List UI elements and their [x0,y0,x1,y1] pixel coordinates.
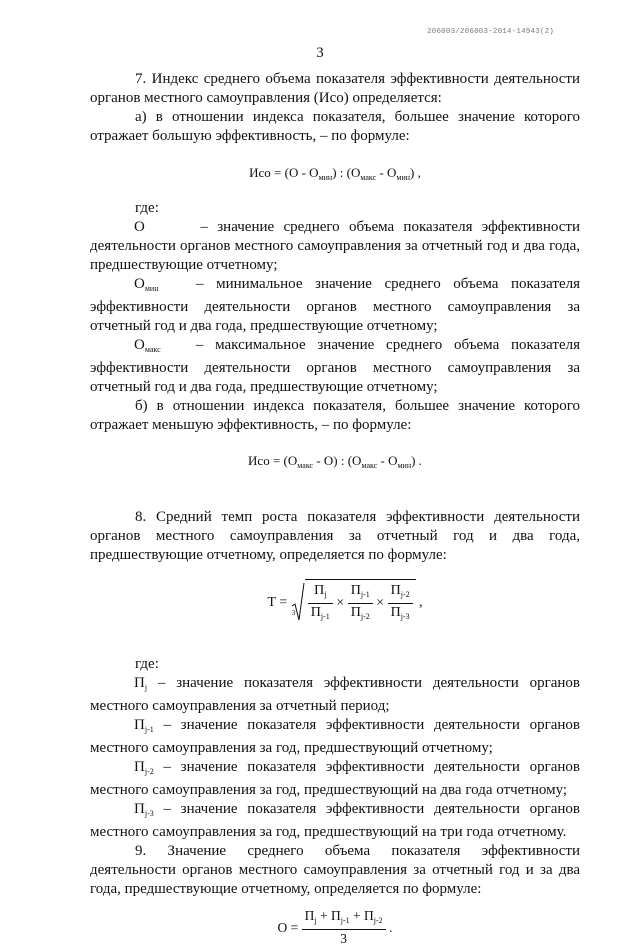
fraction-average: $\frac{П_j + П_{j-1} + П_{j-2}}{3}$ [302,907,386,947]
document-body [90,70,580,947]
section-7-intro: 7. Индекс среднего объема показателя эффективности деятельности органов местного самоуправления (Исо) определяется: [90,71,580,106]
section-7-item-b: б) в отношении индекса показателя, большее значение которого отражает меньшую эффективность, – по формуле: [90,398,580,433]
where-label: где: [135,200,159,216]
fraction-2: $\frac{П_{j-1}}{П_{j-2}}$ [348,582,373,625]
cube-root: 3 $\frac{П_j}{П_{j-1}}$ × $\frac{П_{j-1}}{П_{j-2}}$ × $\frac{П_{j-2}}{П_{j-3}}$ [291,579,416,625]
page-number: 3 [316,45,324,61]
formula-iso-b: Исо = $(О_{макс} - О)$ : $(О_{макс} - О_{мин})$ . [248,453,422,470]
definition-p-j2: $П_{j-2}$ – значение показателя эффективности деятельности органов местного самоуправления за год, предшествующий на два года отчетному; [90,759,581,798]
definition-p-j3: $П_{j-3}$ – значение показателя эффективности деятельности органов местного самоуправления за год, предшествующий на три года отчетному. [90,801,581,840]
definition-p-j1: $П_{j-1}$ – значение показателя эффективности деятельности органов местного самоуправления за год, предшествующий отчетному; [90,717,581,756]
fraction-1: $\frac{П_j}{П_{j-1}}$ [308,582,333,625]
radical-sign-icon: 3 [291,582,305,622]
document-code: 206003/206003-2014-14943(2) [427,28,554,36]
fraction-3: $\frac{П_{j-2}}{П_{j-3}}$ [388,582,413,625]
section-9-intro: 9. Значение среднего объема показателя эффективности деятельности органов местного самоуправления за отчетный год и за два года, предшествующие отчетному, определяется по формуле: [90,843,580,897]
definition-o-min: $О_{мин}$ – минимальное значение среднего объема показателя эффективности деятельности органов местного самоуправления за отчетный год и два года, предшествующие отчетному; [90,276,581,334]
where-label-2: где: [135,656,159,672]
definition-o-max: $О_{макс}$ – максимальное значение среднего объема показателя эффективности деятельности органов местного самоуправления за отчетный год и два года, предшествующие отчетному; [90,337,581,395]
formula-growth-rate: Т = 3 $\frac{П_j}{П_{j-1}}$ × $\frac{П_{j-1}}{П_{j-2}}$ × $\frac{П_{j-2}}{П_{j-3}}$ , [110,579,580,625]
formula-iso-a: Исо = $(О - О_{мин})$ : $(О_{макс} - О_{мин})$ , [249,165,421,182]
section-8-intro: 8. Средний темп роста показателя эффективности деятельности органов местного самоуправления за отчетный год и два года, предшествующие отчетному, определяется по формуле: [90,509,580,563]
definition-o: О – значение среднего объема показателя эффективности деятельности органов местного самоуправления за отчетный год и два года, предшествующие отчетному; [90,219,580,273]
section-7-item-a: а) в отношении индекса показателя, большее значение которого отражает большую эффективность, – по формуле: [90,109,580,144]
formula-average-volume: О = $\frac{П_j + П_{j-1} + П_{j-2}}{3}$ . [277,908,393,946]
definition-p-j: $П_j$ – значение показателя эффективности деятельности органов местного самоуправления за отчетный период; [90,675,581,714]
